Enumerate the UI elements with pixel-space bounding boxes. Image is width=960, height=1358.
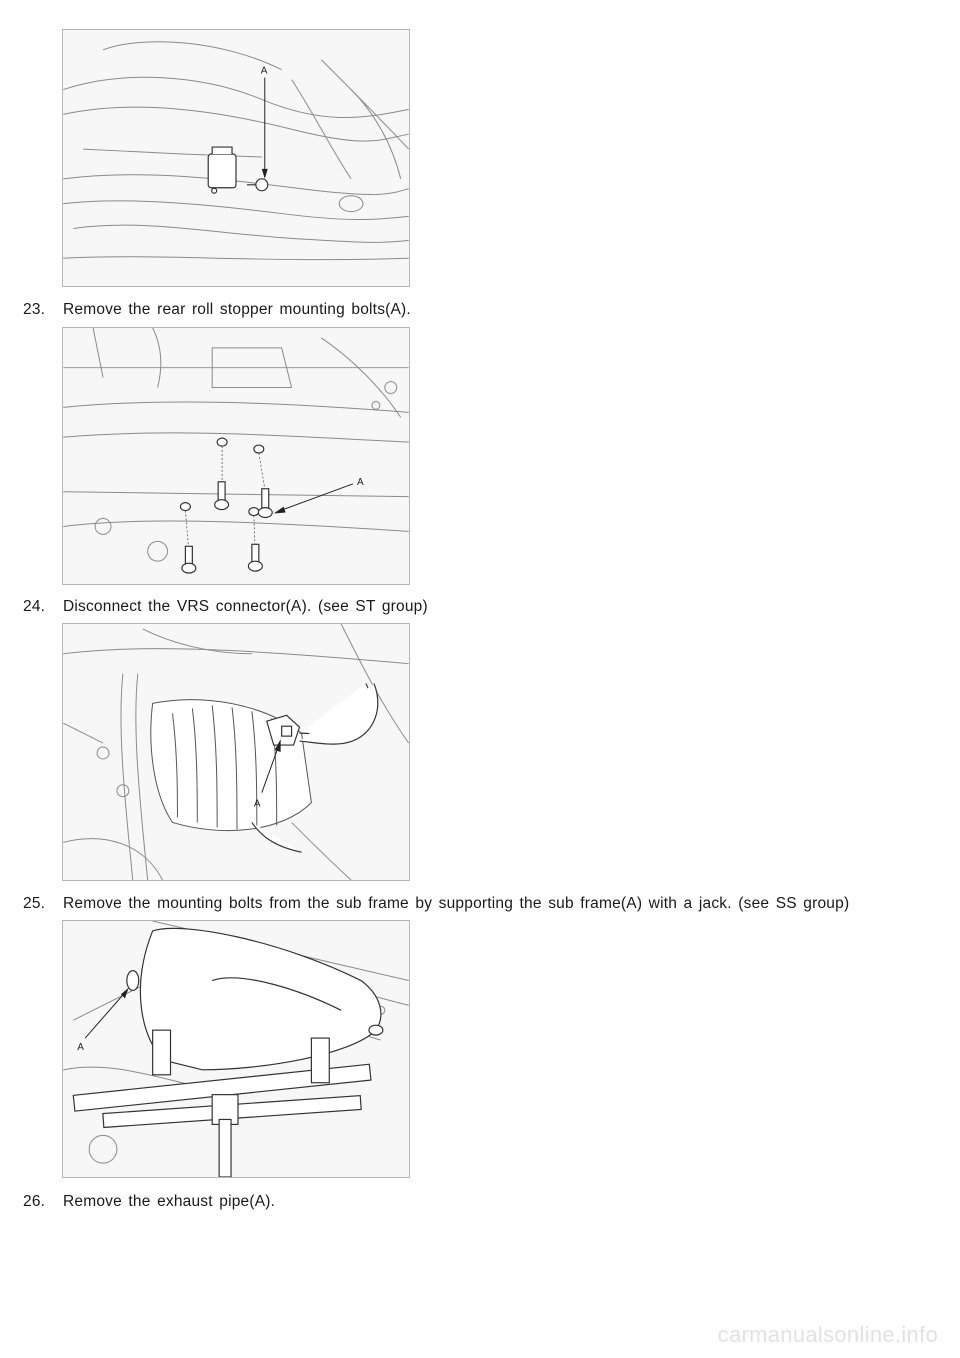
figure-rear-roll-stopper-bolts — [62, 327, 410, 585]
callout-label: A — [253, 798, 261, 810]
callout-label: A — [357, 476, 364, 488]
step-number: 25. — [23, 895, 46, 912]
figure-roll-stopper-bracket — [62, 29, 410, 287]
step-number: 23. — [23, 301, 46, 318]
step-text: Disconnect the VRS connector(A). (see ST group) — [63, 598, 428, 615]
step-24 — [23, 598, 428, 616]
callout-label: A — [260, 65, 268, 77]
figure-sub-frame-jack — [62, 920, 410, 1178]
step-text: Remove the exhaust pipe(A). — [63, 1193, 276, 1210]
step-25 — [23, 895, 849, 913]
illustration-rear-roll-stopper-bolts — [63, 328, 409, 584]
step-text: Remove the mounting bolts from the sub frame by supporting the sub frame(A) with a jack. (see SS group) — [63, 895, 850, 912]
step-text: Remove the rear roll stopper mounting bolts(A). — [63, 301, 411, 318]
illustration-vrs-connector — [63, 624, 409, 880]
step-number: 26. — [23, 1193, 46, 1210]
step-26 — [23, 1193, 275, 1211]
step-23 — [23, 301, 411, 319]
watermark: carmanualsonline.info — [717, 1322, 938, 1347]
illustration-sub-frame-jack — [63, 921, 409, 1177]
illustration-roll-stopper-bracket — [63, 30, 409, 286]
step-number: 24. — [23, 598, 46, 615]
figure-vrs-connector — [62, 623, 410, 881]
callout-label: A — [77, 1041, 84, 1053]
